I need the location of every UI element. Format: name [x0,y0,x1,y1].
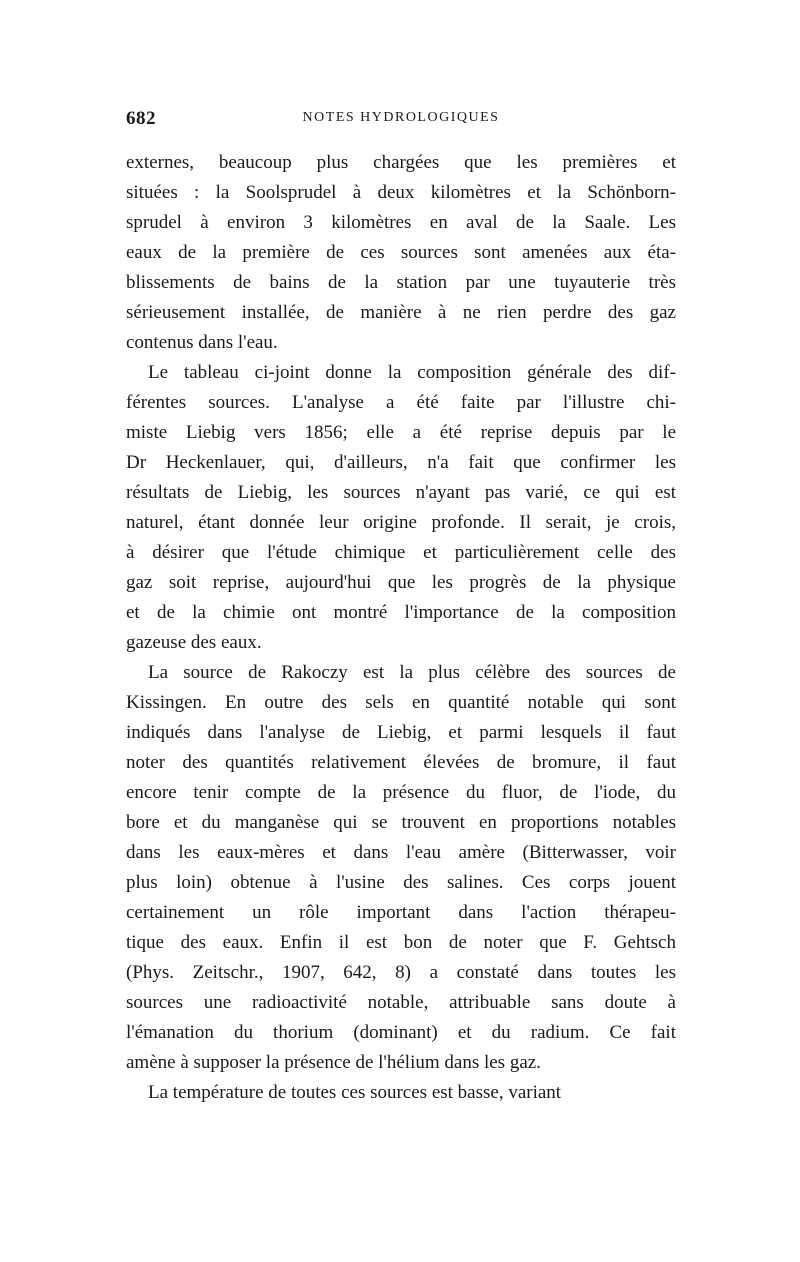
text-line: sources une radioactivité notable, attribuable sans doute à [126,992,676,1013]
paragraph-start-line: La température de toutes ces sources est basse, variant [148,1082,562,1103]
text-line: sérieusement installée, de manière à ne rien perdre des gaz [126,302,676,323]
text-line: indiqués dans l'analyse de Liebig, et parmi lesquels il faut [126,722,676,743]
text-line: amène à supposer la présence de l'hélium dans les gaz. [126,1052,541,1073]
text-line: (Phys. Zeitschr., 1907, 642, 8) a constaté dans toutes les [126,962,676,983]
text-line: Kissingen. En outre des sels en quantité notable qui sont [126,692,676,713]
text-line: externes, beaucoup plus chargées que les premières et [126,152,676,173]
text-line: gazeuse des eaux. [126,632,262,653]
body-text [126,148,676,1108]
text-line: férentes sources. L'analyse a été faite par l'illustre chi- [126,392,676,413]
text-line: tique des eaux. Enfin il est bon de noter que F. Gehtsch [126,932,676,953]
text-line: et de la chimie ont montré l'importance de la composition [126,602,676,623]
paragraph-start-line: La source de Rakoczy est la plus célèbre des sources de [148,662,676,683]
text-line: miste Liebig vers 1856; elle a été reprise depuis par le [126,422,676,443]
text-line: blissements de bains de la station par une tuyauterie très [126,272,676,293]
text-line: bore et du manganèse qui se trouvent en proportions notables [126,812,676,833]
text-line: sprudel à environ 3 kilomètres en aval de la Saale. Les [126,212,676,233]
page-number: 682 [126,108,156,129]
text-line: l'émanation du thorium (dominant) et du radium. Ce fait [126,1022,676,1043]
text-line: à désirer que l'étude chimique et particulièrement celle des [126,542,676,563]
text-line: Dr Heckenlauer, qui, d'ailleurs, n'a fait que confirmer les [126,452,676,473]
text-line: noter des quantités relativement élevées de bromure, il faut [126,752,676,773]
text-line: situées : la Soolsprudel à deux kilomètres et la Schönborn- [126,182,676,203]
text-line: certainement un rôle important dans l'action thérapeu- [126,902,676,923]
text-line: dans les eaux-mères et dans l'eau amère (Bitterwasser, voir [126,842,676,863]
text-line: gaz soit reprise, aujourd'hui que les progrès de la physique [126,572,676,593]
running-head [126,108,676,148]
text-line: résultats de Liebig, les sources n'ayant pas varié, ce qui est [126,482,676,503]
text-line: contenus dans l'eau. [126,332,278,353]
text-line: encore tenir compte de la présence du fluor, de l'iode, du [126,782,676,803]
text-line: naturel, étant donnée leur origine profonde. Il serait, je crois, [126,512,676,533]
text-line: eaux de la première de ces sources sont amenées aux éta- [126,242,676,263]
running-title: NOTES HYDROLOGIQUES [302,110,500,125]
book-page [126,108,676,1108]
paragraph-start-line: Le tableau ci-joint donne la composition générale des dif- [148,362,676,383]
text-line: plus loin) obtenue à l'usine des salines. Ces corps jouent [126,872,676,893]
